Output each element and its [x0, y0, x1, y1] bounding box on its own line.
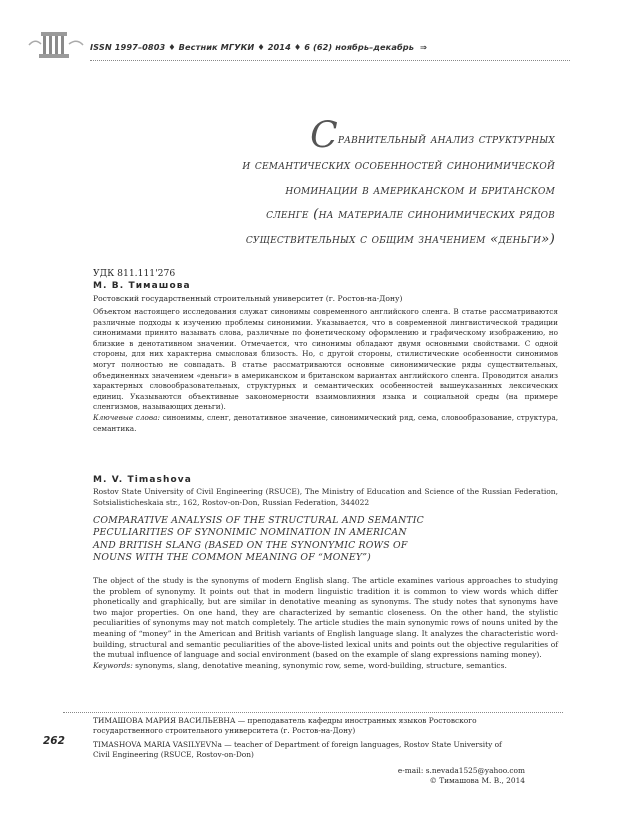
arrow-right-icon: ⇒	[419, 42, 427, 52]
title-line-5: существительных с общим значением «деньги»)	[245, 231, 555, 247]
keywords-en: Keywords: synonyms, slang, denotative meaning, synonymic row, seme, word-building, structure, semantics.	[93, 660, 507, 670]
title-initial: С	[310, 115, 338, 156]
footnote-ru: ТИМАШОВА МАРИЯ ВАСИЛЬЕВНА — преподаватель кафедры иностранных языков Ростовского государственного строительного университета (г. Ростов-на-Дону)	[93, 716, 477, 736]
copyright: © Тимашова М. В., 2014	[429, 776, 525, 786]
author-name-en: M. V. Timashova	[93, 475, 192, 485]
abstract-ru	[93, 307, 558, 434]
abstract-ru-text: Объектом настоящего исследования служат синонимы современного английского сленга. В статье рассматриваются различные подходы к изучению проблемы синонимии. Указывается, что в современной лингвистической традиции синонимами принято называть слова, различные по фонетическому оформлению и графическому изображению, но близкие в денотативном значении. Отмечается, что синонимы обладают двумя основными свойствами. С одной стороны, для них характерна смысловая близость. Но, с другой стороны, стилистические особенности синонимов могут полностью не совпадать. В статье рассматриваются основные синонимические ряды существительных, объединенных значением «деньги» в американском и британском вариантах английского сленга. Проводится анализ характерных словообразовательных, структурных и семантических особенностей вышеуказанных лексических единиц. Указываются объективные закономерности взаимовлияния языка и социальной среды (на примере сленгизмов, называющих деньги).	[93, 307, 558, 412]
title-line-3: номинации в американском и британском	[285, 182, 555, 198]
contact-block	[300, 766, 525, 786]
author-affiliation-ru: Ростовский государственный строительный университет (г. Ростов-на-Дону)	[93, 294, 403, 303]
title-en-line-4: NOUNS WITH THE COMMON MEANING OF “MONEY”)	[93, 551, 371, 563]
author-affiliation-en: Rostov State University of Civil Engineering (RSUCE), The Ministry of Education and Science of the Russian Federation, Sotsialisticheskaia str., 162, Rostov-on-Don, Russian Federation, 344022	[93, 487, 558, 507]
header-divider	[90, 60, 570, 61]
footnote-divider	[63, 712, 563, 713]
header-text: ISSN 1997–0803 ♦ Вестник МГУКИ ♦ 2014 ♦ 6 (62) ноябрь–декабрь	[90, 42, 415, 52]
contact-email[interactable]: e-mail: s.nevada1525@yahoo.com	[397, 766, 525, 775]
journal-header	[90, 42, 427, 52]
keywords-ru: Ключевые слова: синонимы, сленг, денотативное значение, синонимический ряд, сема, словообразование, структура, семантика.	[93, 412, 559, 433]
abstract-en	[93, 576, 558, 671]
journal-logo-icon	[27, 30, 85, 60]
article-title-en	[93, 515, 563, 564]
title-line-2: и семантических особенностей синонимической	[242, 158, 555, 173]
title-line-1: Сравнительный анализ структурных	[310, 115, 555, 156]
title-en-line-1: COMPARATIVE ANALYSIS OF THE STRUCTURAL AND SEMANTIC	[93, 515, 424, 526]
article-title-ru	[110, 115, 555, 252]
title-en-line-3: AND BRITISH SLANG (BASED ON THE SYNONYMIC ROWS OF	[93, 539, 408, 551]
udk-code: УДК 811.111'276	[93, 268, 176, 279]
page-number: 262	[43, 735, 65, 747]
footnote-en: TIMASHOVA MARIA VASILYEVNa — teacher of Department of foreign languages, Rostov State University of Civil Engineering (RSUCE, Rostov-on-Don)	[93, 740, 502, 760]
author-name-ru: М. В. Тимашова	[93, 281, 191, 291]
abstract-en-text: The object of the study is the synonyms of modern English slang. The article examines various approaches to studying the problem of synonymy. It points out that in modern linguistic tradition it is common to view words which differ phonetically and graphically, but are similar in denotative meaning as synonyms. The study notes that synonyms have two major properties. On one hand, they are characterized by semantic closeness. On the other hand, the stylistic peculiarities of synonyms may not match completely. The article studies the main synonymic rows of nouns united by the meaning of “money” in the American and British variants of English language slang. It analyzes the characteristic word-building, structural and semantic peculiarities of the above-listed lexical units and points out the objective regularities of the mutual influence of language and social environment (based on the example of slang expressions naming money).	[93, 576, 558, 660]
title-en-line-2: PECULIARITIES OF SYNONIMIC NOMINATION IN AMERICAN	[93, 527, 407, 539]
title-line-4: сленге (на материале синонимических рядов	[266, 207, 555, 222]
